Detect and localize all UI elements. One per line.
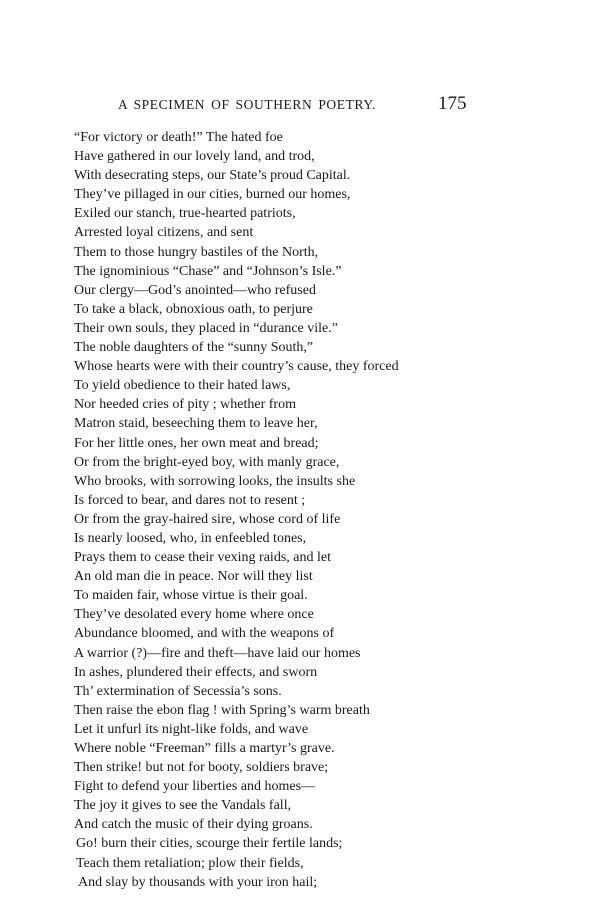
poem-line: Fight to defend your liberties and homes— bbox=[74, 779, 316, 795]
poem-line: “For victory or death!” The hated foe bbox=[74, 130, 283, 145]
poem-line: With desecrating steps, our State’s proud Capital. bbox=[74, 168, 351, 184]
poem-line: Prays them to cease their vexing raids, and let bbox=[74, 550, 331, 566]
poem-line: To take a black, obnoxious oath, to perjure bbox=[74, 301, 313, 317]
poem-line: An old man die in peace. Nor will they list bbox=[74, 569, 313, 585]
poem-line: Teach them retaliation; plow their fields, bbox=[76, 855, 304, 871]
poem-line: Have gathered in our lovely land, and trod, bbox=[74, 149, 315, 165]
poem-line: Them to those hungry bastiles of the North, bbox=[74, 244, 319, 260]
poem-line: They’ve pillaged in our cities, burned our homes, bbox=[74, 187, 351, 203]
poem-line: Whose hearts were with their country’s cause, they forced bbox=[74, 359, 399, 375]
poem-line: Their own souls, they placed in “durance vile.” bbox=[74, 320, 338, 336]
poem-line: They’ve desolated every home where once bbox=[74, 607, 314, 623]
poem-line: Abundance bloomed, and with the weapons of bbox=[74, 626, 335, 642]
poem-line: Our clergy—God’s anointed—who refused bbox=[74, 282, 316, 298]
poem-line: The ignominious “Chase” and “Johnson’s Isle.” bbox=[74, 263, 342, 279]
poem-text bbox=[74, 128, 574, 892]
poem-line: The joy it gives to see the Vandals fall, bbox=[74, 798, 292, 814]
poem-line: Let it unfurl its night-like folds, and wave bbox=[74, 721, 309, 737]
poem-line: Matron staid, beseeching them to leave her, bbox=[74, 416, 318, 432]
poem-line: Where noble “Freeman” fills a martyr’s grave. bbox=[74, 741, 335, 756]
poem-line: And catch the music of their dying groans. bbox=[74, 817, 313, 833]
poem-line: Then strike! but not for booty, soldiers brave; bbox=[74, 760, 329, 776]
poem-line: The noble daughters of the “sunny South,” bbox=[74, 340, 314, 356]
poem-line: Nor heeded cries of pity ; whether from bbox=[74, 397, 296, 413]
poem-line: In ashes, plundered their effects, and sworn bbox=[74, 664, 318, 680]
poem-line: A warrior (?)—fire and theft—have laid our homes bbox=[74, 645, 361, 661]
poem-line: Or from the gray-haired sire, whose cord of life bbox=[74, 511, 341, 527]
poem-line: Th’ extermination of Secessia’s sons. bbox=[74, 683, 282, 699]
poem-line: Then raise the ebon flag ! with Spring’s warm breath bbox=[74, 702, 370, 718]
poem-line: Exiled our stanch, true-hearted patriots, bbox=[74, 206, 296, 222]
poem-line: To maiden fair, whose virtue is their goal. bbox=[74, 588, 308, 604]
poem-line: Arrested loyal citizens, and sent bbox=[74, 225, 254, 241]
poem-line: And slay by thousands with your iron hail; bbox=[78, 874, 318, 890]
poem-line: Is forced to bear, and dares not to resent ; bbox=[74, 492, 306, 508]
page-number: 175 bbox=[438, 93, 467, 114]
poem-line: For her little ones, her own meat and bread; bbox=[74, 435, 319, 451]
running-title: A SPECIMEN OF SOUTHERN POETRY. bbox=[118, 97, 376, 112]
poem-line: Who brooks, with sorrowing looks, the insults she bbox=[74, 473, 356, 489]
poem-line: To yield obedience to their hated laws, bbox=[74, 378, 291, 394]
poem-line: Go! burn their cities, scourge their fertile lands; bbox=[76, 836, 343, 852]
running-head bbox=[0, 93, 590, 117]
poem-line: Is nearly loosed, who, in enfeebled tones, bbox=[74, 530, 307, 546]
poem-line: Or from the bright-eyed boy, with manly grace, bbox=[74, 454, 340, 470]
